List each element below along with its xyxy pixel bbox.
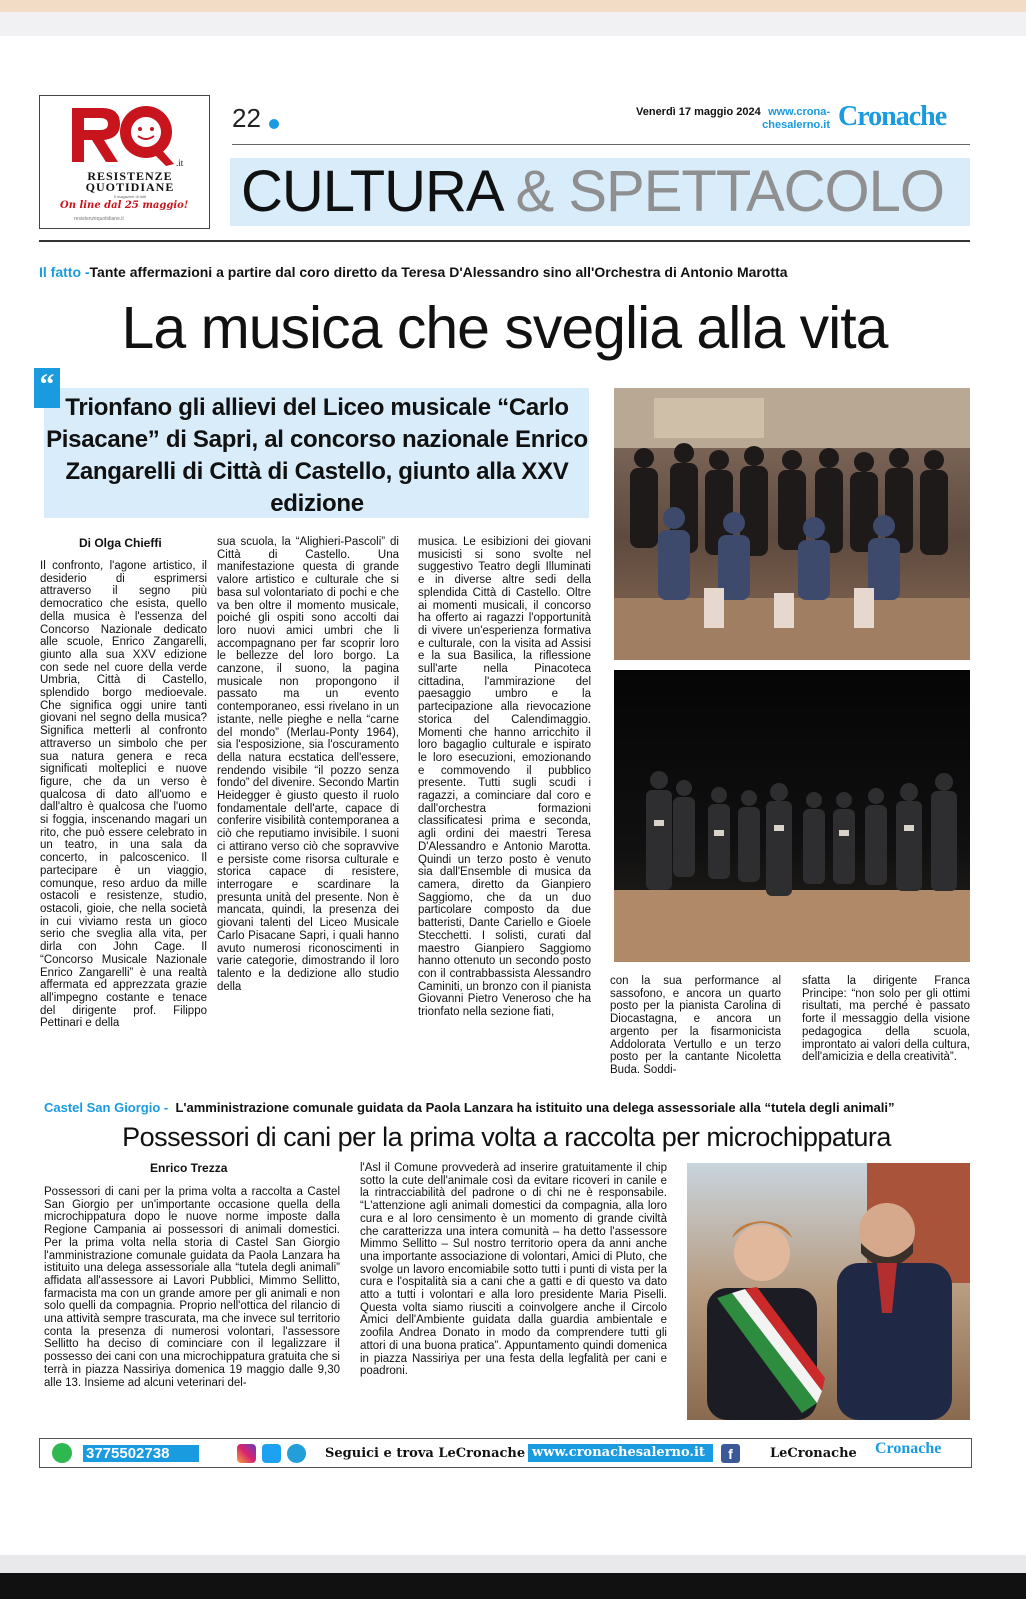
logo-tld: .it (176, 158, 184, 168)
article2-kicker-text: L'amministrazione comunale guidata da Paola Lanzara ha istituito una delega assessoriale alla “tutela degli animali” (175, 1100, 895, 1115)
logo-url: resistenzequotidiane.it (74, 216, 124, 222)
issue-date: Venerdì 17 maggio 2024 (636, 106, 761, 118)
top-margin (0, 12, 1026, 36)
mayor-assessor-photo[interactable] (687, 1163, 970, 1420)
instagram-icon[interactable] (237, 1444, 256, 1463)
header-site-link[interactable]: www.crona- chesalerno.it (762, 106, 830, 131)
article1-byline: Di Olga Chieffi (79, 536, 162, 550)
rq-logo-icon (62, 102, 182, 168)
whatsapp-icon[interactable] (52, 1443, 72, 1463)
article1-kicker-label: Il fatto - (39, 264, 90, 280)
section-word-spettacolo: & SPETTACOLO (515, 159, 945, 224)
article1-kicker (39, 264, 788, 280)
article1-column-3: musica. Le esibizioni dei giovani musicisti si sono svolte nel suggestivo Teatro degli Illuminati e in diverse altre sedi della splendida Città di Castello. Oltre ai momenti musicali, il concorso ha offerto ai ragazzi l'opportunità di vivere un'esperienza formativa e culturale, con la visita ad Assisi e la sua Basilica, la riflessione sull'arte nella Pinacoteca cittadina, l'ammirazione del paesaggio umbro e la partecipazione alla rievocazione storica del Calendimaggio. Momenti che hanno arricchito il loro bagaglio culturale e ispirato le loro esecuzioni, emozionando e commovendo il pubblico presente. Tutti sugli scudi i ragazzi, a cominciare dal coro e dall'orchestra formazioni classificatesi prima e seconda, agli ordini dei maestri Teresa D'Alessandro e Antonio Marotta. Quindi un terzo posto è venuto sia dall'Ensemble di musica da camera, diretto da Gianpiero Saggiomo, che da un duo particolare composto da due batteristi, Dante Cariello e Gioele Stecchetti. I solisti, curati dal maestro Gianpiero Saggiomo hanno ottenuto un secondo posto con il contrabbassista Alessandro Caminiti, un bronzo con il pianista Giovanni Pietro Veneroso che ha trionfato nella sezione fiati, (418, 536, 591, 1019)
article1-kicker-text: Tante affermazioni a partire dal coro diretto da Teresa D'Alessandro sino all'Orchestra di Antonio Marotta (89, 264, 788, 280)
article1-column-5: sfatta la dirigente Franca Principe: “non solo per gli ottimi risultati, ma perché è passato forte il messaggio della visione pedagogica della scuola, improntato ai valori della cultura, dell'amicizia e della creatività”. (802, 975, 970, 1064)
resistenze-quotidiane-logo[interactable] (39, 95, 210, 229)
website-link[interactable]: www.cronachesalerno.it (532, 1445, 705, 1460)
masthead-rule (232, 144, 970, 145)
section-title (241, 160, 944, 224)
logo-name-line2: QUOTIDIANE (85, 180, 175, 194)
logo-name-line1: RESISTENZE (87, 169, 173, 183)
article2-column-2: l'Asl il Comune provvederà ad inserire gratuitamente il chip sotto la cute dell'animale così da evitare ricoveri in canile e la rintracciabilità del padrone o di chi ne è responsabile. “L'attenzione agli animali domestici da compagnia, alla loro cura e al loro censimento è un momento di grande civiltà che caratterizza una intera comunità – ha detto l'assessore Mimmo Sellitto – Sul nostro territorio opera da anni anche una importante associazione di volontari, Amici di Pluto, che svolge un lavoro encomiabile sotto tutti i punti di vista per la cura e l'ospitalità sia a cani che a gatti e di questo va dato atto a tutti i volontari e alla loro presidente Maria Piselli. Questa volta siamo riusciti a coinvolgere anche il Circolo Amici dell'Ambiente guidata dalla guardia ambientale e zoofila Andrea Donato in modo da comprendere tutti gli attori di una buona pratica”. Appuntamento quindi domenica in piazza Nassiriya per una festa della legfalità per cani e poadroni. (360, 1162, 667, 1378)
whatsapp-phone-number[interactable]: 3775502738 (86, 1445, 170, 1462)
article2-headline: Possessori di cani per la prima volta a raccolta per microchippatura (122, 1122, 891, 1152)
article1-column-2: sua scuola, la “Alighieri-Pascoli” di Città di Castello. Una manifestazione questa di grande valore artistico e culturale che si basa sul volontariato di pochi e che va ben oltre il momento musicale, poiché gli ospiti sono accolti dai loro nuovi amici umbri che li accompagnano per far scoprir loro le bellezze del loro borgo. La canzone, il suono, la pagina musicale non propongono il passato ma un evento contemporaneo, essi rivelano in un istante, nelle pieghe e nella “carne del mondo” (Merlau-Ponty 1964), sia l'esposizione, sia l'oscuramento della natura ecstatica dell'essere, rendendo visibile “il pozzo senza fondo” del divenire. Secondo Martin Heidegger è giusto questo il ruolo fondamentale dell'arte, capace di conferire visibilità contemporanea a ciò che reputiamo invisibile. I suoni ci attirano verso ciò che sopravvive e persiste come risorsa culturale e storica capace di resistere, interrogare e scardinare la presunta unità del presente. Non è mancata, quindi, la presenza dei giovani talenti del Liceo Musicale Carlo Pisacane Sapri, i quali hanno avuto numerosi riconoscimenti in varie categorie, dimostrando il loro talento e la dedizione allo studio della (217, 536, 399, 993)
bottom-bar (0, 1573, 1026, 1599)
lecronache-handle: LeCronache (770, 1446, 857, 1461)
logo-tagline: Il magazine di tutti (113, 194, 147, 199)
section-word-cultura: CULTURA (241, 159, 501, 224)
header-rule (39, 240, 970, 242)
orchestra-stage-photo[interactable] (614, 670, 970, 962)
footer-brand-logo[interactable]: Cronache (875, 1440, 942, 1457)
bottom-margin (0, 1555, 1026, 1573)
article1-deck: Trionfano gli allievi del Liceo musicale “Carlo Pisacane” di Sapri, al concorso nazionale Enrico Zangarelli di Città di Castello, giunto alla XXV edizione (46, 394, 588, 517)
quote-icon: “ (34, 368, 60, 408)
top-strip (0, 0, 1026, 12)
article1-column-1: Il confronto, l'agone artistico, il desiderio di esprimersi attraverso il segno più democratico che esista, quello della musica è l'essenza del Concorso Nazionale dedicato alle scuole, Enrico Zangarelli, giunto alla sua XXV edizione con sede nel cuore della verde Umbria, Città di Castello, splendido borgo medioevale. Che significa oggi unire tanti giovani nel segno della musica? Significa metterli al confronto attraverso un simbolo che per sua natura genera e reca significati molteplici e nuove figure, che da un verso è qualcosa di dato all'uomo e dall'altro è qualcosa che l'uomo si foggia, inscenando magari un rito, che può essere celebrato in un teatro, in una sala da concerto, in palcoscenico. Il partecipare è un viaggio, comunque, reso arduo da mille ostacoli e resistenze, studio, ostacoli, gioie, che nella società in cui viviamo resta un gioco serio che sveglia alla vita, per dirla con John Cage. Il “Concorso Musicale Nazionale Enrico Zangarelli” è una realtà affermata ed apprezzata grazie all'impegno costante e tenace del dirigente prof. Filippo Pettinari e della (40, 560, 207, 1030)
article1-column-4: con la sua performance al sassofono, e ancora un quarto posto per la pianista Carolina di Diocastagna, e ancora un argento per la fisarmonicista Addolorata Vertullo e un terzo posto per la cantante Nicoletta Buda. Soddi- (610, 975, 781, 1076)
telegram-icon[interactable] (287, 1444, 306, 1463)
page-number: 22 (232, 103, 261, 133)
article2-column-1: Possessori di cani per la prima volta a raccolta a Castel San Giorgio per un'importante occasione quella della microchippatura dopo le nuove norme imposte dalla Regione Campania ai possessori di animali domestici. Per la prima volta nella storia di Castel San Giorgio l'amministrazione comunale guidata da Paola Lanzara ha istituito una delega assessoriale alla “tutela degli animali” affidata all'assessore ai Lavori Pubblici, Mimmo Sellitto, farmacista ma con un grande amore per gli animali e non solo quelli da compagnia. Proprio nell'ottica del rilancio di una attività sempre trascurata, ma che invece sul territorio conta la presenza di numerosi volontari, l'assessore Sellitto ha deciso di cominciare con il legalizzare il possesso dei cani con una microchippatura gratuita che si terrà in piazza Nassiriya domenica 19 maggio dalle 9,30 alle 13. Insieme ad alcuni veterinari del- (44, 1186, 340, 1389)
article2-kicker (44, 1100, 895, 1115)
page-dot-icon (269, 119, 279, 129)
follow-us-text: Seguici e trova LeCronache (325, 1446, 526, 1461)
facebook-icon[interactable]: f (721, 1444, 740, 1463)
article1-headline: La musica che sveglia alla vita (121, 295, 888, 361)
twitter-icon[interactable] (262, 1444, 281, 1463)
cronache-masthead[interactable]: Cronache (838, 101, 947, 132)
students-group-photo[interactable] (614, 388, 970, 660)
article2-byline: Enrico Trezza (150, 1161, 228, 1175)
logo-slogan: On line dal 25 maggio! (60, 200, 189, 211)
article2-kicker-label: Castel San Giorgio - (44, 1100, 169, 1115)
